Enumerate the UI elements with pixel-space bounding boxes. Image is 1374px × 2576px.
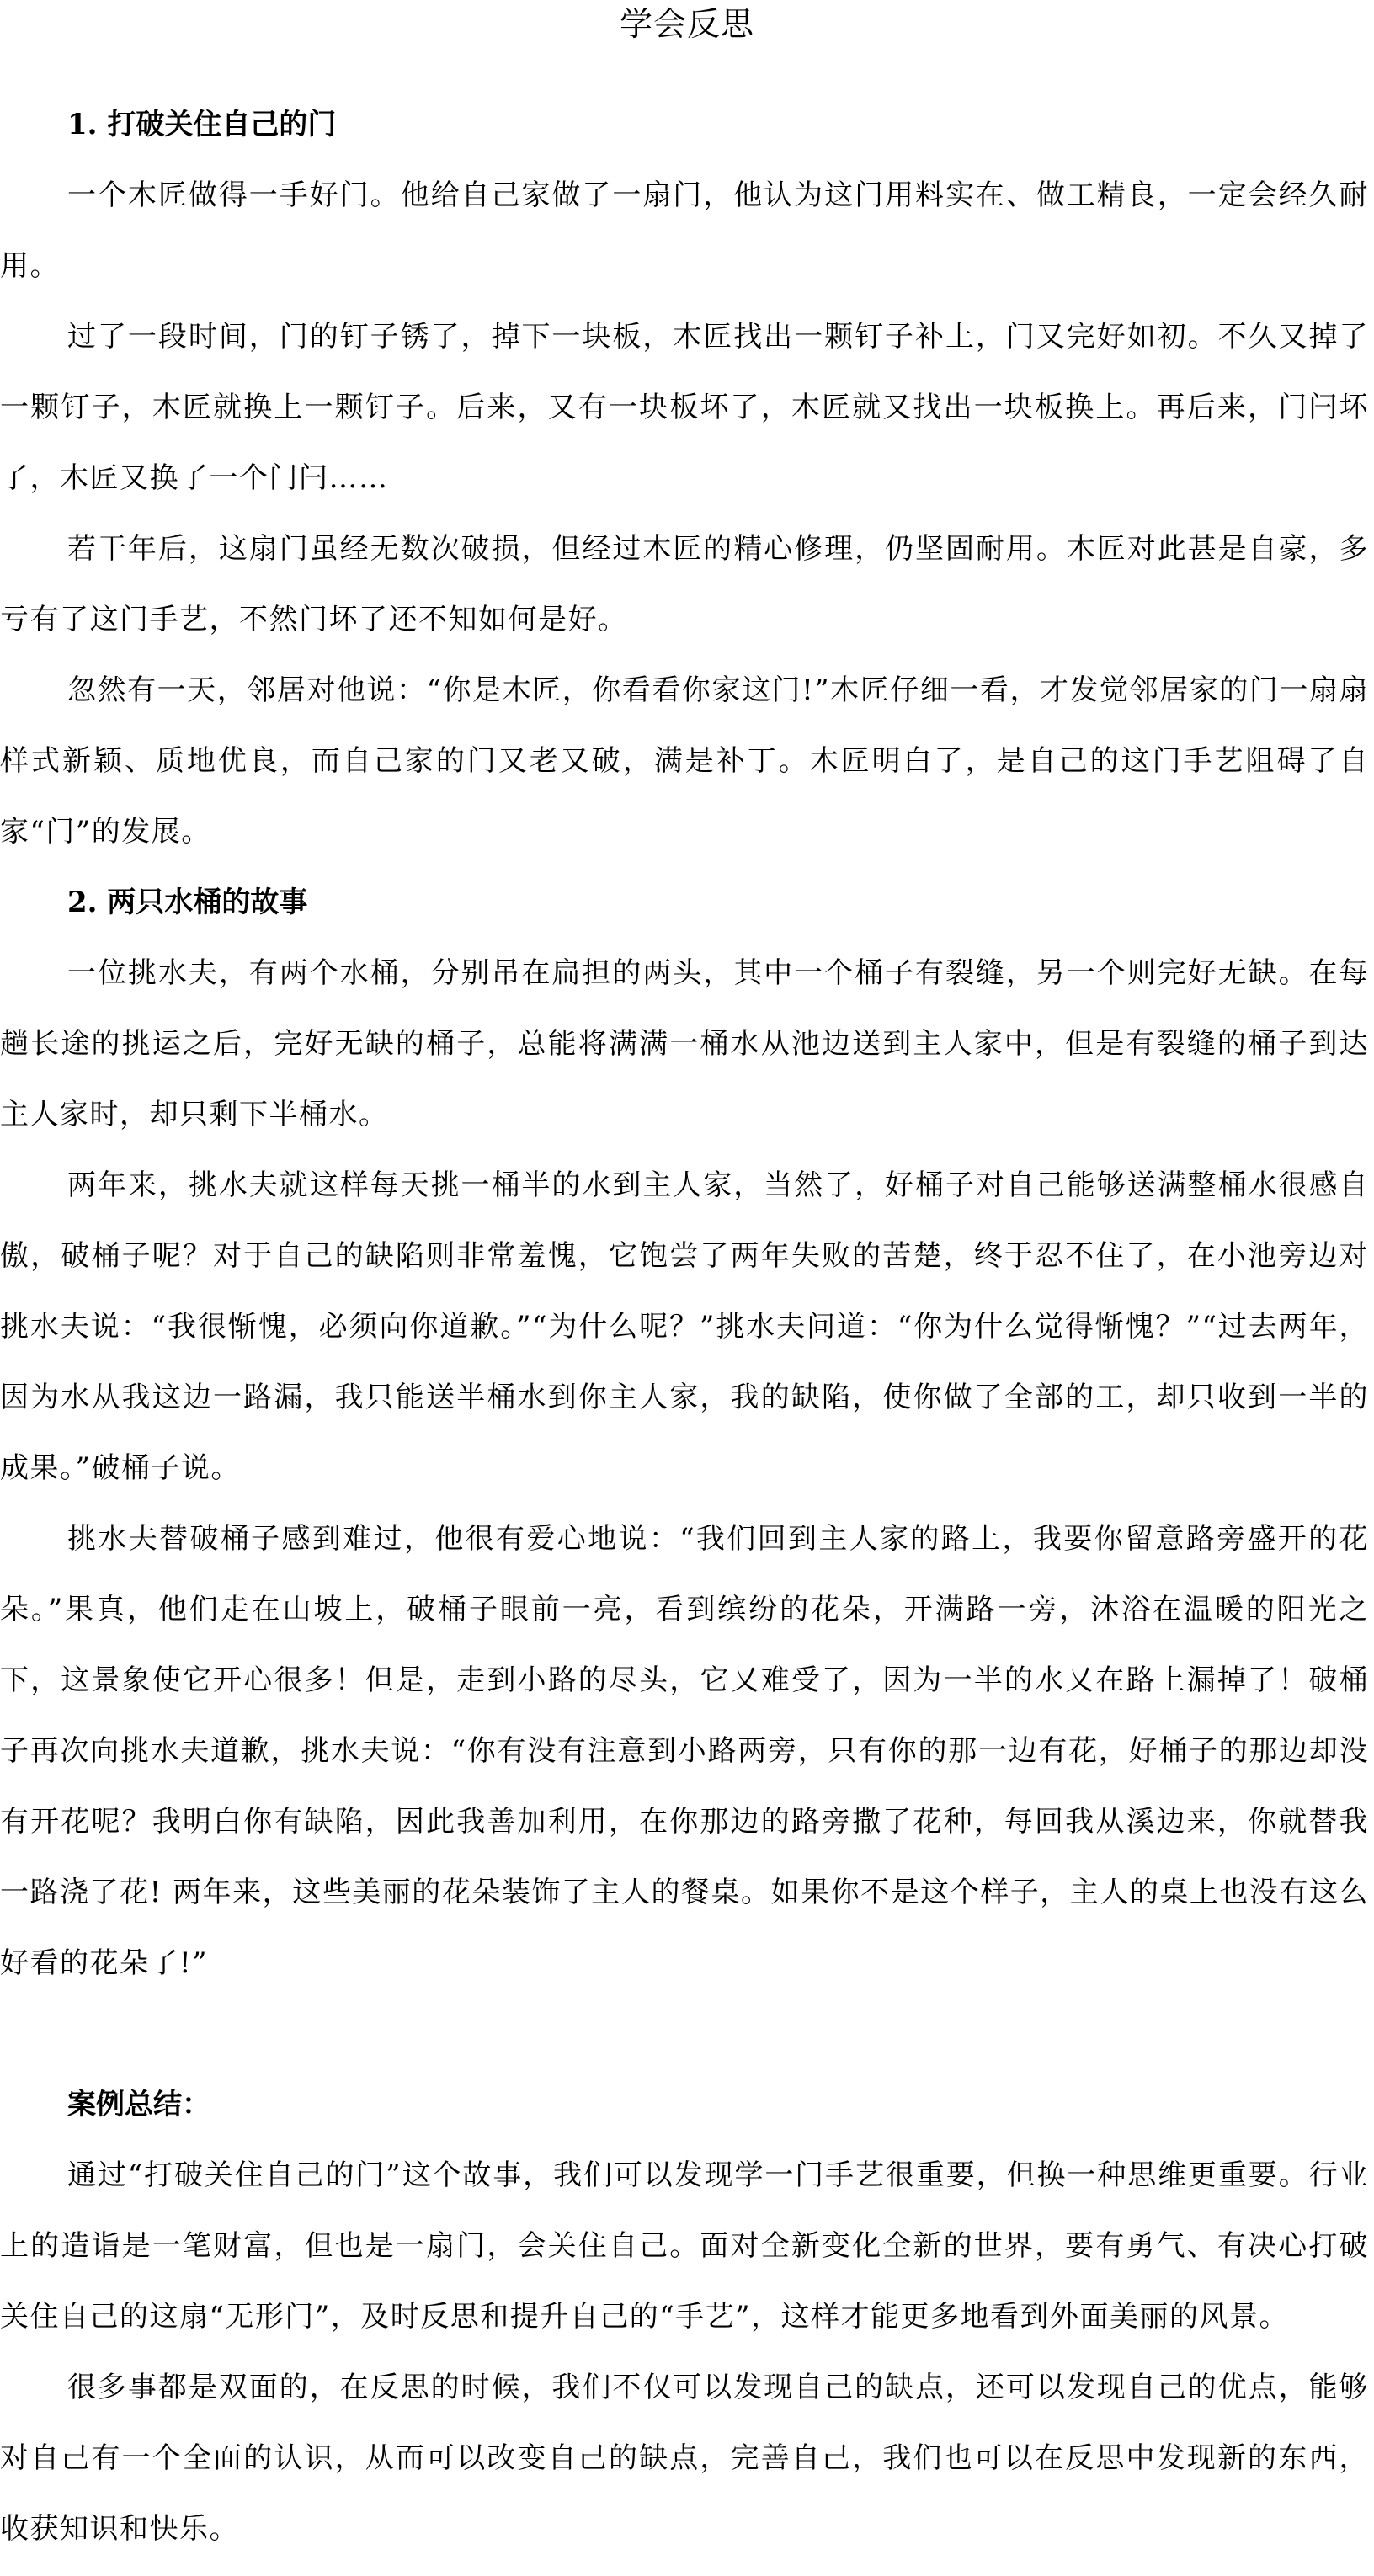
- section-1-paragraph-4: 忽然有一天，邻居对他说：“你是木匠，你看看你家这门!”木匠仔细一看，才发觉邻居家的门一扇扇样式新颖、质地优良，而自己家的门又老又破，满是补丁。木匠明白了，是自己的这门手艺阻碍了自家“门”的发展。: [0, 673, 1369, 849]
- section-2-paragraph-3: 挑水夫替破桶子感到难过，他很有爱心地说：“我们回到主人家的路上，我要你留意路旁盛开的花朵。”果真，他们走在山坡上，破桶子眼前一亮，看到缤纷的花朵，开满路一旁，沐浴在温暖的阳光之下，这景象使它开心很多！但是，走到小路的尽头，它又难受了，因为一半的水又在路上漏掉了！破桶子再次向挑水夫道歉，挑水夫说：“你有没有注意到小路两旁，只有你的那一边有花，好桶子的那边却没有开花呢？我明白你有缺陷，因此我善加利用，在你那边的路旁撒了花种，每回我从溪边来，你就替我一路浇了花! 两年来，这些美丽的花朵装饰了主人的餐桌。如果你不是这个样子，主人的桌上也没有这么好看的花朵了!”: [0, 1522, 1369, 1980]
- section-1-heading: 1. 打破关住自己的门: [67, 108, 337, 141]
- section-2-paragraph-1: 一位挑水夫，有两个水桶，分别吊在扁担的两头，其中一个桶子有裂缝，另一个则完好无缺。在每趟长途的挑运之后，完好无缺的桶子，总能将满满一桶水从池边送到主人家中，但是有裂缝的桶子到达主人家时，却只剩下半桶水。: [0, 956, 1369, 1131]
- section-1-paragraph-2: 过了一段时间，门的钉子锈了，掉下一块板，木匠找出一颗钉子补上，门又完好如初。不久又掉了一颗钉子，木匠就换上一颗钉子。后来，又有一块板坏了，木匠就又找出一块板换上。再后来，门闩坏了，木匠又换了一个门闩……: [0, 320, 1369, 495]
- summary-heading: 案例总结：: [67, 2088, 210, 2121]
- section-2-heading: 2. 两只水桶的故事: [67, 886, 308, 919]
- section-1-paragraph-3: 若干年后，这扇门虽经无数次破损，但经过木匠的精心修理，仍坚固耐用。木匠对此甚是自豪，多亏有了这门手艺，不然门坏了还不知如何是好。: [0, 532, 1369, 636]
- summary-paragraph-2: 很多事都是双面的，在反思的时候，我们不仅可以发现自己的缺点，还可以发现自己的优点，能够对自己有一个全面的认识，从而可以改变自己的缺点，完善自己，我们也可以在反思中发现新的东西，收获知识和快乐。: [0, 2371, 1369, 2546]
- section-1-paragraph-1: 一个木匠做得一手好门。他给自己家做了一扇门，他认为这门用料实在、做工精良，一定会经久耐用。: [0, 178, 1369, 283]
- section-2-paragraph-2: 两年来，挑水夫就这样每天挑一桶半的水到主人家，当然了，好桶子对自己能够送满整桶水很感自傲，破桶子呢？对于自己的缺陷则非常羞愧，它饱尝了两年失败的苦楚，终于忍不住了，在小池旁边对挑水夫说：“我很惭愧，必须向你道歉。”“为什么呢？”挑水夫问道：“你为什么觉得惭愧？”“过去两年，因为水从我这边一路漏，我只能送半桶水到你主人家，我的缺陷，使你做了全部的工，却只收到一半的成果。”破桶子说。: [0, 1168, 1369, 1485]
- section-spacer: [0, 1999, 1369, 2069]
- document-body: [0, 89, 1369, 2564]
- document-title: 学会反思: [619, 6, 754, 44]
- summary-paragraph-1: 通过“打破关住自己的门”这个故事，我们可以发现学一门手艺很重要，但换一种思维更重要。行业上的造诣是一笔财富，但也是一扇门，会关住自己。面对全新变化全新的世界，要有勇气、有决心打破关住自己的这扇“无形门”，及时反思和提升自己的“手艺”，这样才能更多地看到外面美丽的风景。: [0, 2158, 1369, 2334]
